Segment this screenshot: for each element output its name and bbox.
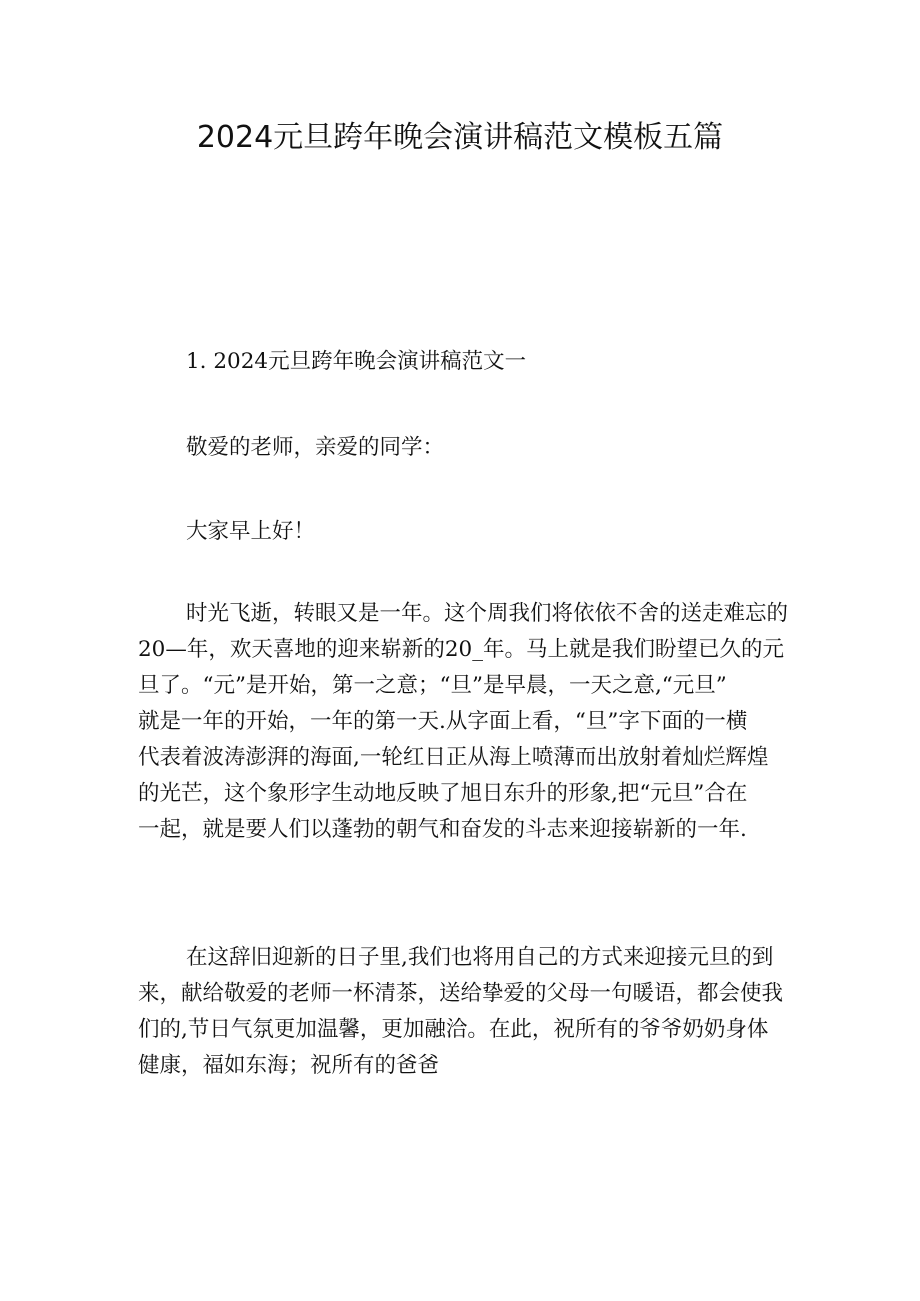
document-title: 2024元旦跨年晚会演讲稿范文模板五篇 <box>196 120 724 155</box>
section-heading: 1. 2024元旦跨年晚会演讲稿范文一 <box>186 349 527 374</box>
paragraph-line: 时光飞逝，转眼又是一年。这个周我们将依依不舍的送走难忘的 <box>186 601 789 626</box>
paragraph-line: 健康，福如东海；祝所有的爸爸 <box>138 1053 440 1078</box>
paragraph-line: 们的,节日气氛更加温馨，更加融洽。在此，祝所有的爷爷奶奶身体 <box>138 1017 769 1042</box>
salutation: 敬爱的老师，亲爱的同学： <box>186 435 445 460</box>
greeting: 大家早上好！ <box>186 519 316 544</box>
paragraph-line: 代表着波涛澎湃的海面,一轮红日正从海上喷薄而出放射着灿烂辉煌 <box>138 745 769 770</box>
paragraph-line: 的光芒，这个象形字生动地反映了旭日东升的形象,把“元旦”合在 <box>138 781 748 806</box>
paragraph-1 <box>138 596 798 848</box>
paragraph-line: 在这辞旧迎新的日子里,我们也将用自己的方式来迎接元旦的到 <box>186 945 774 970</box>
paragraph-line: 就是一年的开始，一年的第一天.从字面上看，“旦”字下面的一横 <box>138 709 748 734</box>
paragraph-line: 20—年，欢天喜地的迎来崭新的20_年。马上就是我们盼望已久的元 <box>138 637 784 662</box>
paragraph-line: 来，献给敬爱的老师一杯清茶，送给挚爱的父母一句暖语，都会使我 <box>138 981 784 1006</box>
paragraph-2 <box>138 940 798 1084</box>
paragraph-line: 一起，就是要人们以蓬勃的朝气和奋发的斗志来迎接崭新的一年. <box>138 817 747 842</box>
paragraph-line: 旦了。“元”是开始，第一之意；“旦”是早晨，一天之意,“元旦” <box>138 673 727 698</box>
